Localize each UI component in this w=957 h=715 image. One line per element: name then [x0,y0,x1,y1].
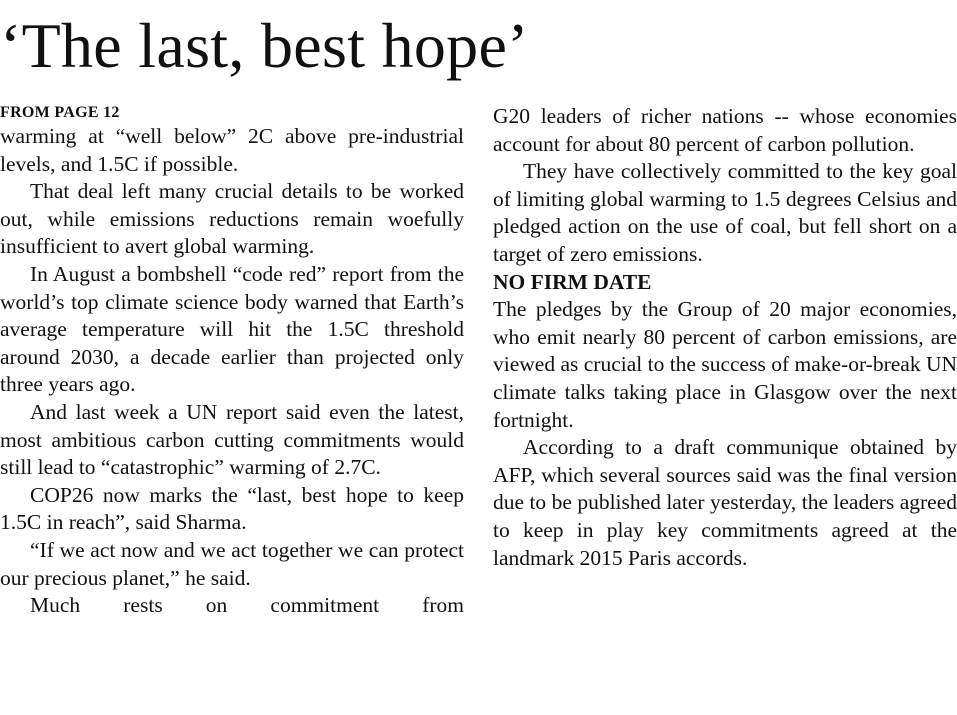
article-column-left [0,103,464,620]
body-paragraph: In August a bombshell “code red” report from the world’s top climate science body warned that Earth’s average temperature will hit the 1.5C threshold around 2030, a decade earlier than projected only three years ago. [0,261,464,397]
body-paragraph: warming at “well below” 2C above pre-industrial levels, and 1.5C if possible. [0,124,464,176]
body-paragraph: According to a draft communique obtained by AFP, which several sources said was the final version due to be published later yesterday, the leaders agreed to keep in play key commitments agreed at the landmark 2015 Paris accords. [493,435,957,570]
article-column-right [493,103,957,572]
subheading: NO FIRM DATE [493,269,652,294]
body-paragraph: And last week a UN report said even the latest, most ambitious carbon cutting commitments would still lead to “catastrophic” warming of 2.7C. [0,399,464,480]
body-paragraph: The pledges by the Group of 20 major economies, who emit nearly 80 percent of carbon emissions, are viewed as crucial to the success of make-or-break UN climate talks taking place in Glasgow over the next fortnight. [493,297,957,432]
body-paragraph: COP26 now marks the “last, best hope to keep 1.5C in reach”, said Sharma. [0,482,464,535]
body-paragraph: That deal left many crucial details to be worked out, while emissions reductions remain woefully insufficient to avert global warming. [0,179,464,259]
body-paragraph: They have collectively committed to the key goal of limiting global warming to 1.5 degrees Celsius and pledged action on the use of coal, but fell short on a target of zero emissions. [493,159,957,266]
continuation-kicker: FROM PAGE 12 [0,104,120,121]
body-paragraph: “If we act now and we act together we can protect our precious planet,” he said. [0,537,464,590]
body-paragraph: G20 leaders of richer nations -- whose economies account for about 80 percent of carbon pollution. [493,104,957,156]
headline: ‘The last, best hope’ [0,10,529,81]
body-paragraph: Much rests on commitment from [30,593,464,618]
